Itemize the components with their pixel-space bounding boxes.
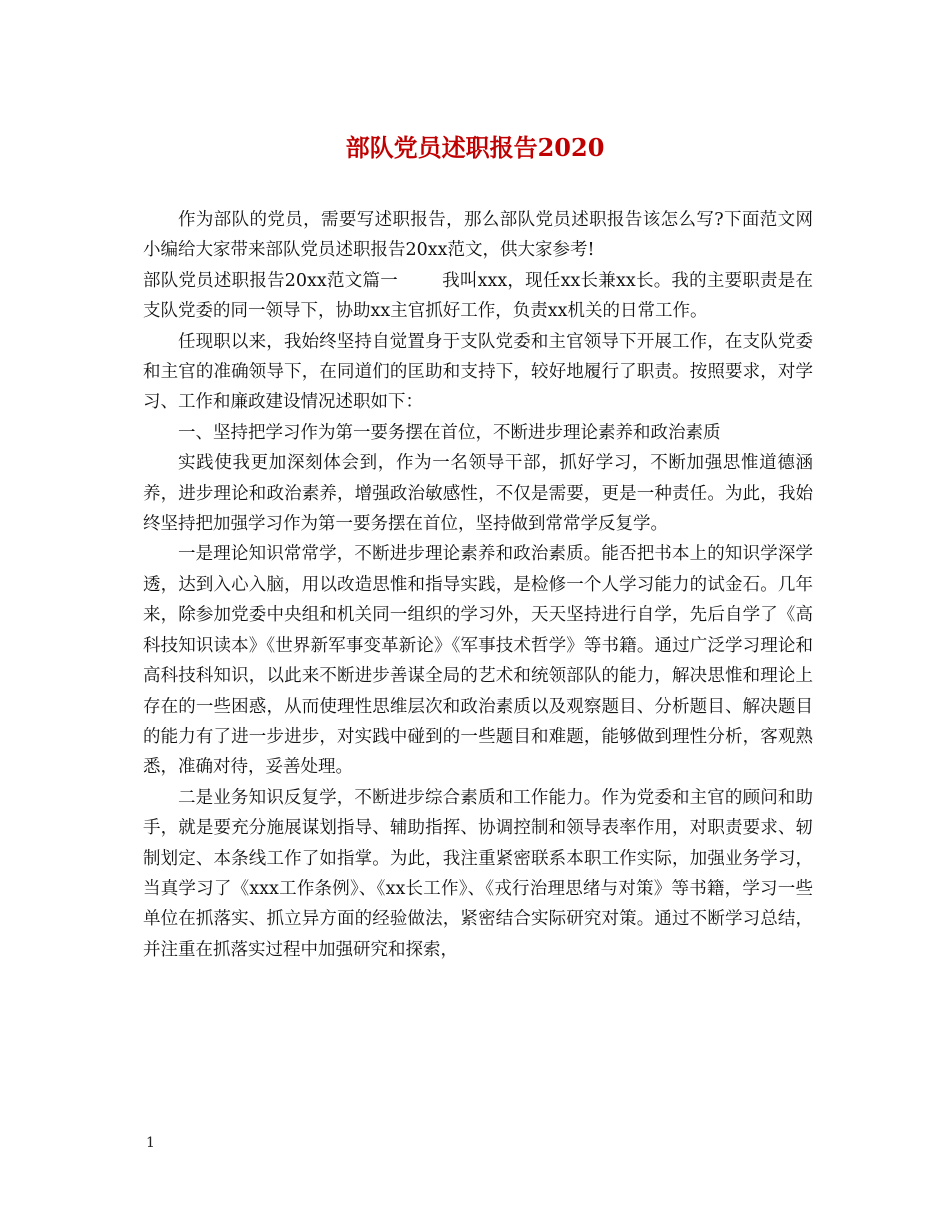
intro-paragraph: 作为部队的党员，需要写述职报告，那么部队党员述职报告该怎么写?下面范文网小编给大家带来部队党员述职报告20xx范文，供大家参考! [143, 210, 813, 261]
document-body [143, 205, 813, 965]
body-paragraph: 任现职以来，我始终坚持自觉置身于支队党委和主官领导下开展工作，在支队党委和主官的准确领导下，在同道们的匡助和支持下，较好地履行了职责。按照要求，对学习、工作和廉政建设情况述职如下： [143, 331, 813, 413]
body-paragraph: 实践使我更加深刻体会到，作为一名领导干部，抓好学习，不断加强思惟道德涵养，进步理论和政治素养，增强政治敏感性，不仅是需要，更是一种责任。为此，我始终坚持把加强学习作为第一要务摆在首位，坚持做到常常学反复学。 [143, 453, 813, 535]
page-number: 1 [146, 1135, 155, 1151]
body-paragraph: 一是理论知识常常学，不断进步理论素养和政治素质。能否把书本上的知识学深学透，达到入心入脑，用以改造思惟和指导实践，是检修一个人学习能力的试金石。几年来，除参加党委中央组和机关同一组织的学习外，天天坚持进行自学，先后自学了《高科技知识读本》《世界新军事变革新论》《军事技术哲学》等书籍。通过广泛学习理论和高科技科知识，以此来不断进步善谋全局的艺术和统领部队的能力，解决思惟和理论上存在的一些困惑，从而使理性思维层次和政治素质以及观察题目、分析题目、解决题目的能力有了进一步进步，对实践中碰到的一些题目和难题，能够做到理性分析，客观熟悉，准确对待，妥善处理。 [143, 544, 813, 778]
subheading-paragraph: 一、坚持把学习作为第一要务摆在首位，不断进步理论素养和政治素质 [178, 422, 721, 443]
document-title: 部队党员述职报告2020 [345, 133, 605, 162]
body-paragraph: 二是业务知识反复学，不断进步综合素质和工作能力。作为党委和主官的顾问和助手，就是要充分施展谋划指导、辅助指挥、协调控制和领导表率作用，对职责要求、轫制划定、本条线工作了如指掌。为此，我注重紧密联系本职工作实际，加强业务学习，当真学习了《xxx工作条例》、《xx长工作》、《戎行治理思绪与对策》等书籍，学习一些单位在抓落实、抓立异方面的经验做法，紧密结合实际研究对策。通过不断学习总结，并注重在抓落实过程中加强研究和探索， [143, 787, 813, 960]
section-intro-paragraph [143, 266, 813, 327]
section-body: 我叫xxx，现任xx长兼xx长。我的主要职责是在支队党委的同一领导下，协助xx主官抓好工作，负责xx机关的日常工作。 [143, 270, 813, 322]
section-heading: 部队党员述职报告20xx范文篇一 [143, 270, 398, 291]
